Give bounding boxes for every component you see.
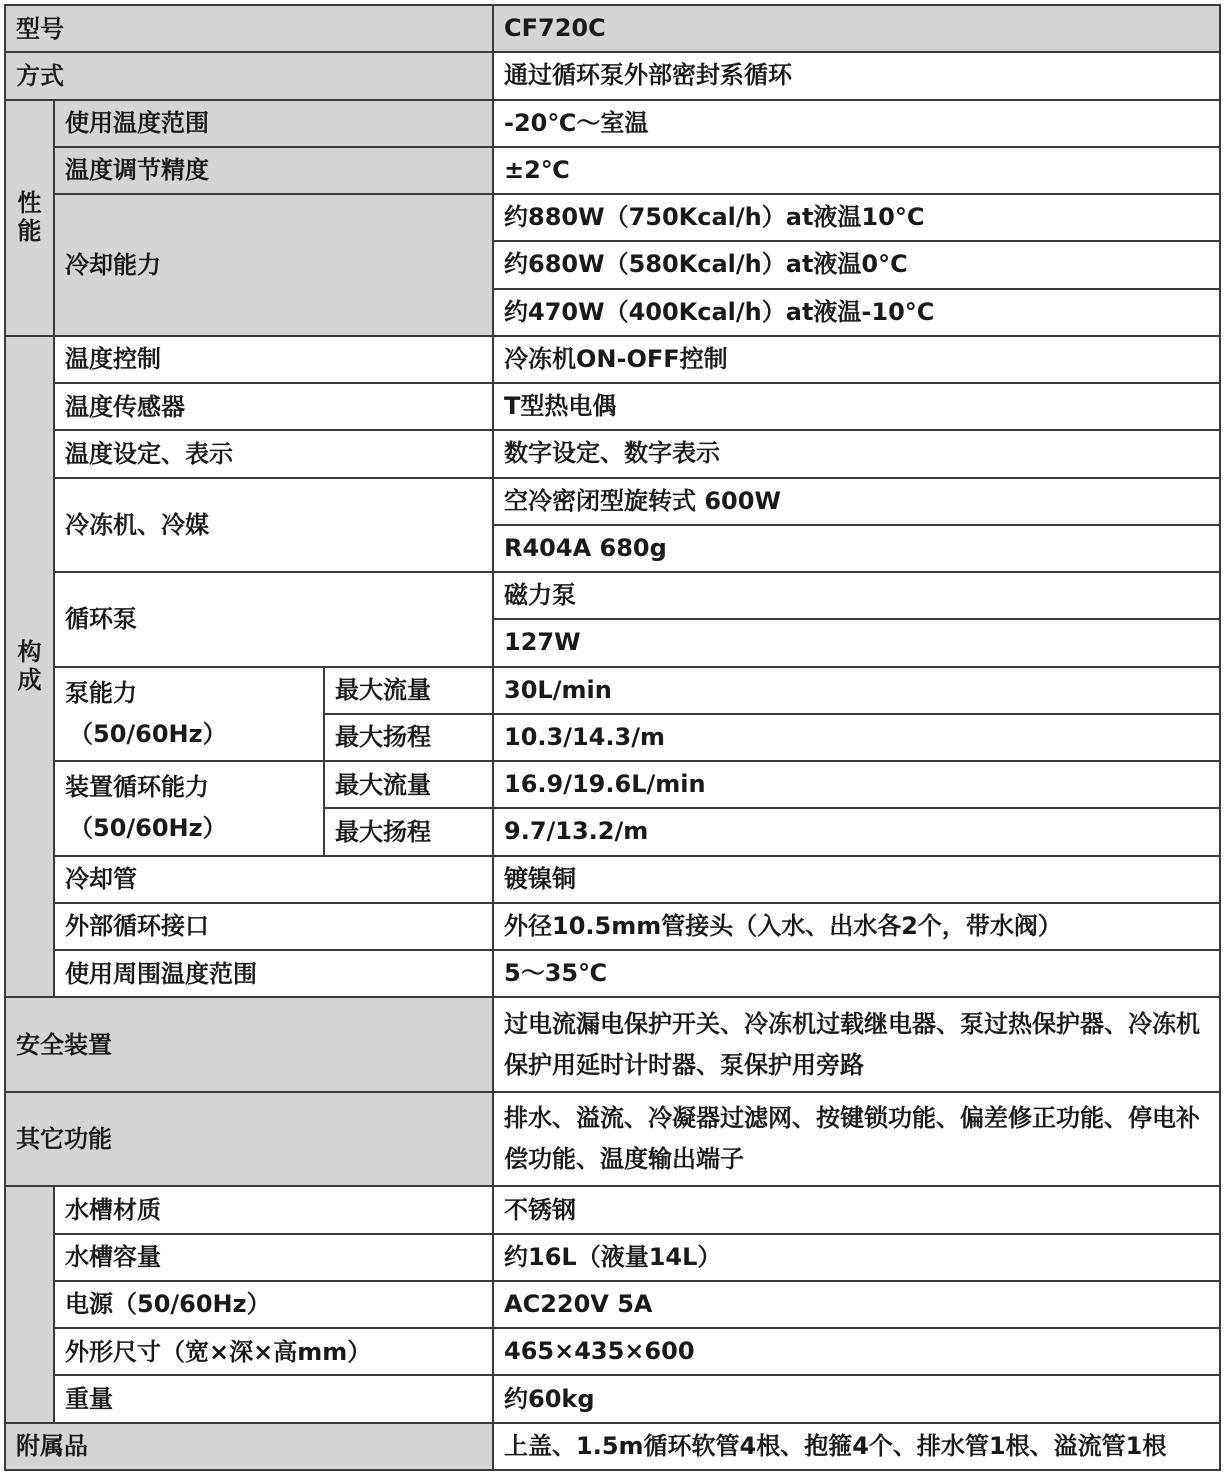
row-ambient	[5, 950, 1220, 997]
refrigerator-value-1: 空冷密闭型旋转式 600W	[493, 478, 1220, 525]
pump-label: 循环泵	[54, 572, 493, 667]
temp-control-value: 冷冻机ON-OFF控制	[493, 336, 1220, 383]
row-ext-port	[5, 903, 1220, 950]
cooling-value-1: 约880W（750Kcal/h）at液温10°C	[493, 194, 1220, 241]
group-construction	[5, 336, 54, 998]
row-other	[5, 1092, 1220, 1187]
group-misc	[5, 1186, 54, 1422]
refrigerator-value-2: R404A 680g	[493, 525, 1220, 572]
dimensions-label: 外形尺寸（宽×深×高mm）	[54, 1328, 493, 1375]
sensor-label: 温度传感器	[54, 383, 493, 430]
row-method	[5, 52, 1220, 99]
setting-value: 数字设定、数字表示	[493, 430, 1220, 477]
row-setting	[5, 430, 1220, 477]
row-accessories	[5, 1423, 1220, 1470]
row-cooling-1	[5, 194, 1220, 241]
tank-capacity-value: 约16L（液量14L）	[493, 1234, 1220, 1281]
spec-table	[4, 4, 1221, 1471]
row-safety	[5, 997, 1220, 1092]
temp-control-label: 温度控制	[54, 336, 493, 383]
group-performance	[5, 100, 54, 336]
pump-head-label: 最大扬程	[324, 714, 493, 761]
tank-material-label: 水槽材质	[54, 1186, 493, 1233]
row-refrigerator-1	[5, 478, 1220, 525]
precision-value: ±2℃	[493, 147, 1220, 194]
pump-capacity-freq: （50/60Hz）	[69, 719, 227, 748]
row-tank-capacity	[5, 1234, 1220, 1281]
device-flow-label: 最大流量	[324, 761, 493, 808]
tank-capacity-label: 水槽容量	[54, 1234, 493, 1281]
sensor-value: T型热电偶	[493, 383, 1220, 430]
ambient-value: 5～35℃	[493, 950, 1220, 997]
weight-label: 重量	[54, 1375, 493, 1422]
row-tank-material	[5, 1186, 1220, 1233]
cooling-label: 冷却能力	[54, 194, 493, 336]
pump-value-1: 磁力泵	[493, 572, 1220, 619]
row-temp-control	[5, 336, 1220, 383]
device-head-label: 最大扬程	[324, 808, 493, 855]
row-sensor	[5, 383, 1220, 430]
model-label: 型号	[5, 5, 493, 52]
temp-range-value: -20℃～室温	[493, 100, 1220, 147]
group-performance-label: 性 能	[17, 189, 42, 245]
device-capacity-label	[54, 761, 324, 856]
row-model	[5, 5, 1220, 52]
pump-capacity-label	[54, 667, 324, 762]
accessories-value: 上盖、1.5m循环软管4根、抱箍4个、排水管1根、溢流管1根	[493, 1423, 1220, 1470]
safety-label: 安全装置	[5, 997, 493, 1092]
row-pump-1	[5, 572, 1220, 619]
pump-flow-value: 30L/min	[493, 667, 1220, 714]
setting-label: 温度设定、表示	[54, 430, 493, 477]
device-flow-value: 16.9/19.6L/min	[493, 761, 1220, 808]
device-capacity-title: 装置循环能力	[65, 773, 209, 802]
precision-label: 温度调节精度	[54, 147, 493, 194]
dimensions-value: 465×435×600	[493, 1328, 1220, 1375]
other-label: 其它功能	[5, 1092, 493, 1187]
ext-port-value: 外径10.5mm管接头（入水、出水各2个，带水阀）	[493, 903, 1220, 950]
row-dimensions	[5, 1328, 1220, 1375]
pump-value-2: 127W	[493, 619, 1220, 666]
power-label: 电源（50/60Hz）	[54, 1281, 493, 1328]
safety-value: 过电流漏电保护开关、冷冻机过载继电器、泵过热保护器、冷冻机保护用延时计时器、泵保护用旁路	[493, 997, 1220, 1092]
ambient-label: 使用周围温度范围	[54, 950, 493, 997]
cooling-pipe-label: 冷却管	[54, 856, 493, 903]
device-head-value: 9.7/13.2/m	[493, 808, 1220, 855]
refrigerator-label: 冷冻机、冷媒	[54, 478, 493, 573]
row-power	[5, 1281, 1220, 1328]
cooling-value-2: 约680W（580Kcal/h）at液温0°C	[493, 241, 1220, 288]
cooling-pipe-value: 镀镍铜	[493, 856, 1220, 903]
row-pump-flow	[5, 667, 1220, 714]
pump-flow-label: 最大流量	[324, 667, 493, 714]
cooling-value-3: 约470W（400Kcal/h）at液温-10°C	[493, 289, 1220, 336]
ext-port-label: 外部循环接口	[54, 903, 493, 950]
row-temp-range	[5, 100, 1220, 147]
model-value: CF720C	[493, 5, 1220, 52]
row-device-flow	[5, 761, 1220, 808]
row-precision	[5, 147, 1220, 194]
accessories-label: 附属品	[5, 1423, 493, 1470]
group-construction-label: 构 成	[17, 637, 42, 694]
row-cooling-pipe	[5, 856, 1220, 903]
power-value: AC220V 5A	[493, 1281, 1220, 1328]
temp-range-label: 使用温度范围	[54, 100, 493, 147]
tank-material-value: 不锈钢	[493, 1186, 1220, 1233]
pump-head-value: 10.3/14.3/m	[493, 714, 1220, 761]
weight-value: 约60kg	[493, 1375, 1220, 1422]
other-value: 排水、溢流、冷凝器过滤网、按键锁功能、偏差修正功能、停电补偿功能、温度输出端子	[493, 1092, 1220, 1187]
row-weight	[5, 1375, 1220, 1422]
device-capacity-freq: （50/60Hz）	[69, 814, 227, 843]
method-value: 通过循环泵外部密封系循环	[493, 52, 1220, 99]
method-label: 方式	[5, 52, 493, 99]
pump-capacity-title: 泵能力	[65, 678, 137, 707]
